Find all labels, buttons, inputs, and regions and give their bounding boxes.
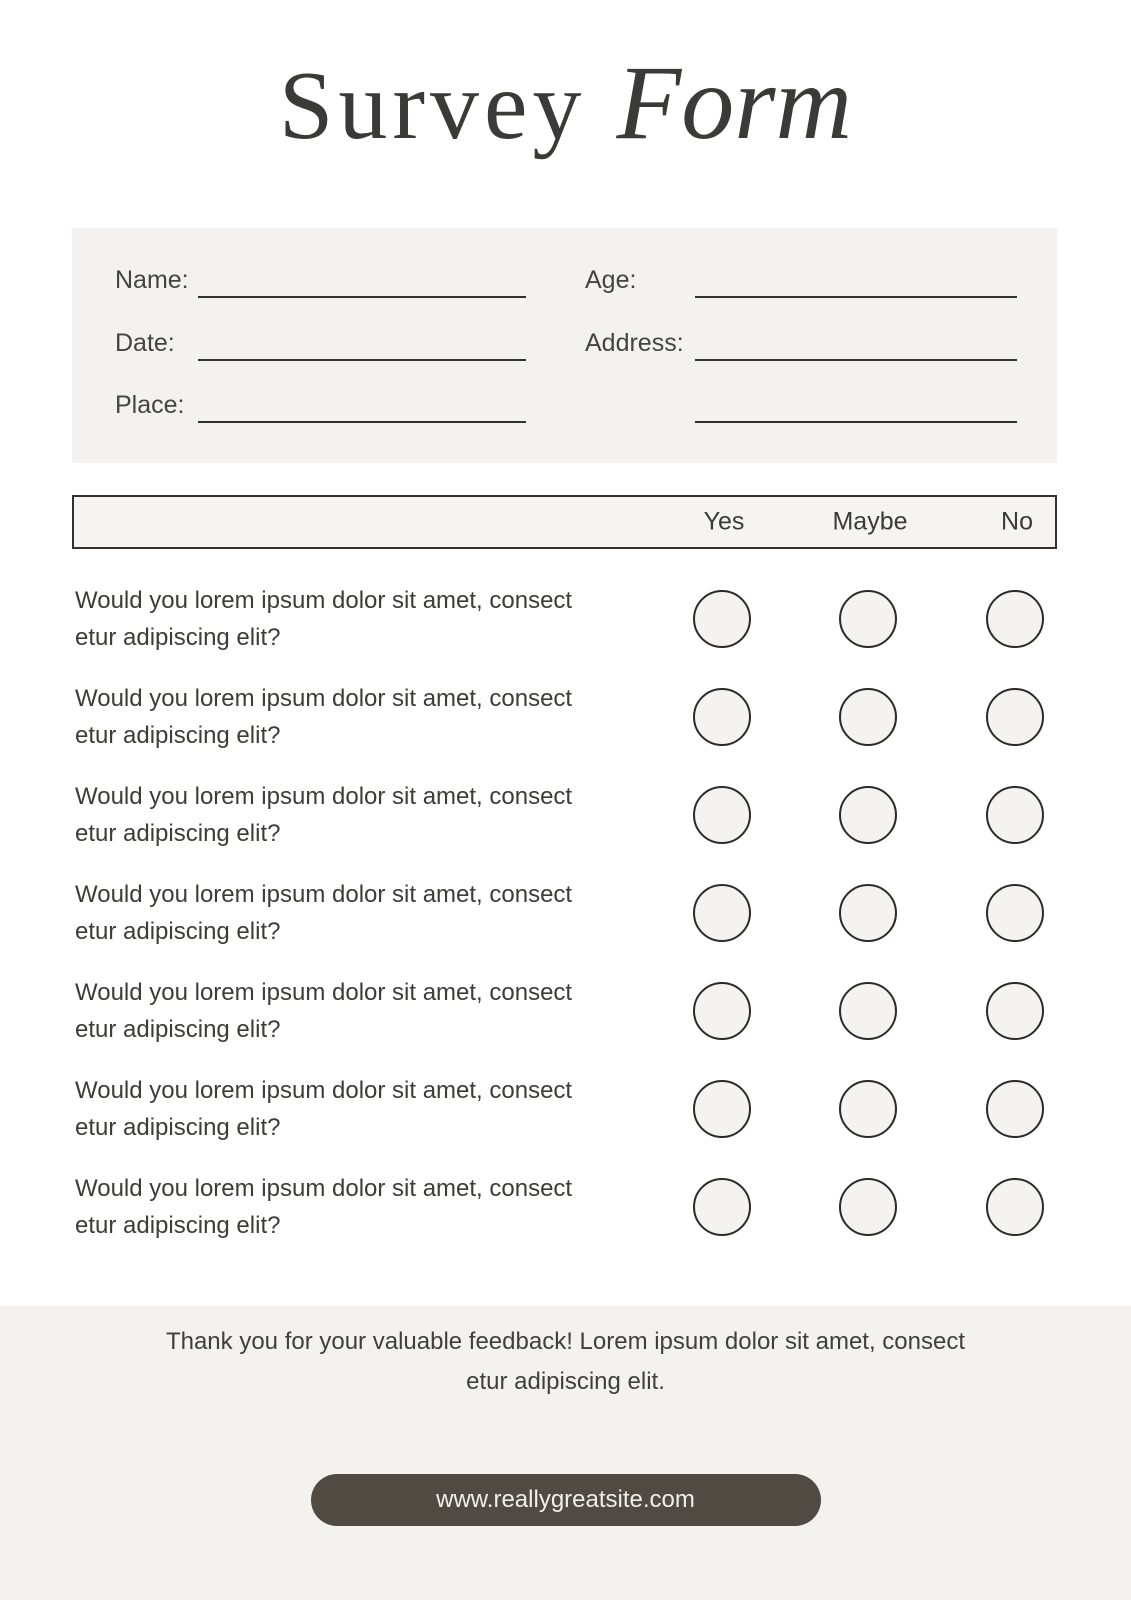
option-label-maybe: Maybe [832, 507, 908, 536]
answer-options-header [72, 495, 1057, 549]
date-field-line[interactable] [198, 359, 526, 361]
title-word-form: Form [616, 44, 853, 161]
question-line2: etur adipiscing elit? [75, 1016, 281, 1043]
answer-circle-maybe[interactable] [839, 884, 897, 942]
question-line1: Would you lorem ipsum dolor sit amet, consect [75, 685, 573, 712]
answer-circle-yes[interactable] [693, 590, 751, 648]
question-line2: etur adipiscing elit? [75, 624, 281, 651]
option-label-no: No [1001, 507, 1033, 536]
page-title [0, 42, 1131, 164]
option-label-yes: Yes [703, 507, 745, 536]
place-label: Place: [115, 391, 185, 419]
question-text [75, 680, 675, 754]
thank-you-line1: Thank you for your valuable feedback! Lorem ipsum dolor sit amet, consect [165, 1328, 966, 1355]
question-row [0, 1158, 1131, 1256]
answer-circle-maybe[interactable] [839, 982, 897, 1040]
question-row [0, 766, 1131, 864]
question-line2: etur adipiscing elit? [75, 820, 281, 847]
website-pill[interactable] [311, 1474, 821, 1526]
question-row [0, 1060, 1131, 1158]
name-label: Name: [115, 266, 189, 294]
question-line1: Would you lorem ipsum dolor sit amet, consect [75, 1077, 573, 1104]
answer-circle-yes[interactable] [693, 1178, 751, 1236]
answer-circle-no[interactable] [986, 884, 1044, 942]
footer-band [0, 1306, 1131, 1600]
question-line2: etur adipiscing elit? [75, 918, 281, 945]
question-line1: Would you lorem ipsum dolor sit amet, consect [75, 1175, 573, 1202]
question-text [75, 1170, 675, 1244]
question-line1: Would you lorem ipsum dolor sit amet, consect [75, 587, 573, 614]
question-text [75, 778, 675, 852]
question-text [75, 974, 675, 1048]
question-text [75, 1072, 675, 1146]
answer-circle-yes[interactable] [693, 982, 751, 1040]
question-row [0, 570, 1131, 668]
answer-circle-no[interactable] [986, 982, 1044, 1040]
address-field-line-2[interactable] [695, 421, 1017, 423]
answer-circle-yes[interactable] [693, 884, 751, 942]
question-text [75, 876, 675, 950]
question-row [0, 962, 1131, 1060]
answer-circle-yes[interactable] [693, 786, 751, 844]
title-word-survey: Survey [278, 52, 587, 160]
question-text [75, 582, 675, 656]
question-line1: Would you lorem ipsum dolor sit amet, consect [75, 783, 573, 810]
question-line1: Would you lorem ipsum dolor sit amet, consect [75, 979, 573, 1006]
answer-circle-yes[interactable] [693, 688, 751, 746]
question-line2: etur adipiscing elit? [75, 722, 281, 749]
question-row [0, 864, 1131, 962]
answer-circle-maybe[interactable] [839, 1178, 897, 1236]
question-line2: etur adipiscing elit? [75, 1114, 281, 1141]
website-url: www.reallygreatsite.com [436, 1486, 695, 1513]
name-field-line[interactable] [198, 296, 526, 298]
question-line1: Would you lorem ipsum dolor sit amet, consect [75, 881, 573, 908]
answer-circle-no[interactable] [986, 688, 1044, 746]
thank-you-message [0, 1322, 1131, 1402]
age-label: Age: [585, 266, 637, 294]
personal-info-panel [72, 228, 1057, 463]
address-label: Address: [585, 329, 684, 357]
answer-circle-maybe[interactable] [839, 688, 897, 746]
answer-circle-no[interactable] [986, 1178, 1044, 1236]
answer-circle-no[interactable] [986, 786, 1044, 844]
answer-circle-no[interactable] [986, 590, 1044, 648]
answer-circle-no[interactable] [986, 1080, 1044, 1138]
age-field-line[interactable] [695, 296, 1017, 298]
thank-you-line2: etur adipiscing elit. [466, 1368, 665, 1395]
answer-circle-maybe[interactable] [839, 590, 897, 648]
answer-circle-maybe[interactable] [839, 786, 897, 844]
answer-circle-maybe[interactable] [839, 1080, 897, 1138]
question-line2: etur adipiscing elit? [75, 1212, 281, 1239]
place-field-line[interactable] [198, 421, 526, 423]
question-row [0, 668, 1131, 766]
address-field-line[interactable] [695, 359, 1017, 361]
date-label: Date: [115, 329, 175, 357]
answer-circle-yes[interactable] [693, 1080, 751, 1138]
